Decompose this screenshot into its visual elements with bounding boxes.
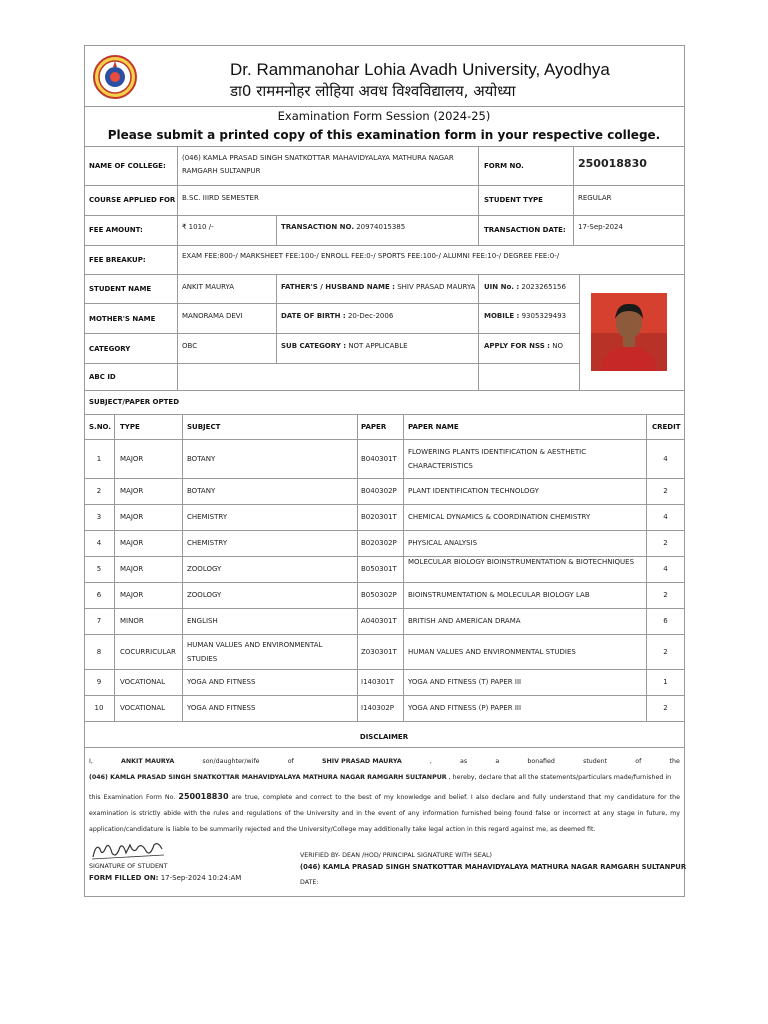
- student-signature-label: SIGNATURE OF STUDENT: [89, 863, 168, 870]
- transaction-no-label: TRANSACTION NO.: [281, 223, 354, 231]
- table-cell-type: VOCATIONAL: [120, 704, 166, 712]
- nss-value: NO: [552, 342, 563, 350]
- verified-label: VERIFIED BY- DEAN /HOD/ PRINCIPAL SIGNATURE WITH SEAL): [300, 852, 492, 859]
- course-label: COURSE APPLIED FOR: [89, 196, 176, 204]
- student-type-value: REGULAR: [578, 194, 612, 202]
- subjects-section-title: SUBJECT/PAPER OPTED: [89, 398, 180, 406]
- table-cell-paper-name: BRITISH AND AMERICAN DRAMA: [408, 617, 521, 625]
- print-instruction: Please submit a printed copy of this examination form in your respective college.: [107, 128, 661, 142]
- decl-of: of: [287, 758, 294, 765]
- divider: [84, 747, 685, 748]
- table-cell-credit: 2: [663, 704, 668, 712]
- decl-text-2a: this Examination Form No.: [89, 794, 176, 801]
- decl-of-2: of: [635, 758, 642, 765]
- table-cell-type: MAJOR: [120, 565, 144, 573]
- table-cell-type: MAJOR: [120, 487, 144, 495]
- table-cell-paper: B020301T: [361, 513, 397, 521]
- table-cell-paper-name: PHYSICAL ANALYSIS: [408, 539, 478, 547]
- table-cell-paper: I140302P: [361, 704, 395, 712]
- decl-as: as: [460, 758, 468, 765]
- verified-college: (046) KAMLA PRASAD SINGH SNATKOTTAR MAHAVIDYALAYA MATHURA NAGAR RAMGARH SULTANPUR: [300, 863, 687, 871]
- divider: [84, 414, 685, 415]
- disclaimer-title: DISCLAIMER: [359, 733, 409, 741]
- divider: [84, 530, 685, 531]
- fee-amount-value: ₹ 1010 /-: [182, 223, 214, 231]
- table-cell-paper-name: MOLECULAR BIOLOGY BIOINSTRUMENTATION & BIOTECHNIQUES: [408, 558, 635, 566]
- divider: [177, 146, 178, 390]
- table-cell-paper-name: FLOWERING PLANTS IDENTIFICATION & AESTHETIC CHARACTERISTICS: [408, 447, 587, 470]
- fee-breakup-value: EXAM FEE:800-/ MARKSHEET FEE:100-/ ENROLL FEE:0-/ SPORTS FEE:100-/ ALUMNI FEE:10-/ DEGREE FEE:0-/: [182, 252, 560, 260]
- decl-text-1: , hereby, declare that all the statements/particulars made/furnished in: [448, 774, 672, 781]
- college-label: NAME OF COLLEGE:: [89, 162, 166, 170]
- decl-the: the: [669, 758, 680, 765]
- abcid-label: ABC ID: [89, 373, 116, 381]
- session-title: Examination Form Session (2024-25): [277, 109, 491, 123]
- university-logo-icon: [93, 55, 137, 99]
- table-cell-credit: 2: [663, 539, 668, 547]
- fee-breakup-label: FEE BREAKUP:: [89, 256, 146, 264]
- university-name-hi: डा0 राममनोहर लोहिया अवध विश्वविद्यालय, अयोध्या: [230, 82, 516, 100]
- decl-student-name: ANKIT MAURYA: [121, 758, 175, 765]
- header-type: TYPE: [120, 423, 140, 431]
- divider: [276, 274, 277, 363]
- uin-value: 2023265156: [521, 283, 566, 291]
- subcategory-value: NOT APPLICABLE: [348, 342, 408, 350]
- verified-date-label: DATE:: [300, 879, 319, 886]
- table-cell-paper-name: YOGA AND FITNESS (T) PAPER III: [408, 678, 522, 686]
- disclaimer-line-1: [89, 757, 680, 767]
- table-cell-type: MINOR: [120, 617, 144, 625]
- dob-value: 20-Dec-2006: [347, 312, 394, 320]
- transaction-no-value: 20974015385: [356, 223, 406, 231]
- student-type-label: STUDENT TYPE: [484, 196, 543, 204]
- decl-relation: son/daughter/wife: [202, 758, 260, 765]
- disclaimer-body: [89, 789, 680, 838]
- table-cell-paper: B020302P: [361, 539, 397, 547]
- table-cell-sno: 8: [96, 647, 102, 656]
- table-cell-type: VOCATIONAL: [120, 678, 166, 686]
- table-cell-paper-name: PLANT IDENTIFICATION TECHNOLOGY: [408, 487, 539, 495]
- nss-label: APPLY FOR NSS :: [484, 342, 550, 350]
- divider: [276, 215, 277, 245]
- table-cell-sno: 5: [96, 565, 102, 573]
- table-cell-subject: ZOOLOGY: [187, 591, 222, 599]
- table-cell-subject: ENGLISH: [187, 617, 218, 625]
- category-label: CATEGORY: [89, 345, 131, 353]
- header-sno: S.NO.: [89, 423, 112, 431]
- divider: [84, 185, 685, 186]
- table-cell-paper: I140301T: [361, 678, 395, 686]
- father-label: FATHER'S / HUSBAND NAME :: [281, 283, 395, 291]
- table-cell-paper-name: HUMAN VALUES AND ENVIRONMENTAL STUDIES: [408, 647, 576, 656]
- mother-label: MOTHER'S NAME: [89, 315, 156, 323]
- mother-value: MANORAMA DEVI: [182, 312, 243, 320]
- divider: [84, 215, 685, 216]
- header-paper: PAPER: [361, 423, 387, 431]
- divider: [84, 439, 685, 440]
- divider: [84, 245, 685, 246]
- table-cell-type: MAJOR: [120, 454, 144, 463]
- table-cell-paper: B040301T: [361, 454, 397, 463]
- table-cell-type: COCURRICULAR: [120, 647, 176, 656]
- divider: [573, 146, 574, 245]
- divider: [114, 414, 115, 721]
- table-cell-credit: 1: [663, 678, 668, 686]
- transaction-date-value: 17-Sep-2024: [578, 223, 623, 231]
- table-cell-sno: 3: [96, 513, 102, 521]
- table-cell-sno: 2: [96, 487, 102, 495]
- divider: [84, 363, 579, 364]
- student-name-value: ANKIT MAURYA: [182, 283, 235, 291]
- college-value: (046) KAMLA PRASAD SINGH SNATKOTTAR MAHAVIDYALAYA MATHURA NAGAR RAMGARH SULTANPUR: [182, 154, 454, 175]
- table-cell-credit: 2: [663, 591, 668, 599]
- fee-amount-label: FEE AMOUNT:: [89, 226, 143, 234]
- table-cell-type: MAJOR: [120, 539, 144, 547]
- table-cell-paper: B040302P: [361, 487, 397, 495]
- student-signature-icon: [90, 839, 166, 863]
- form-filled-label: FORM FILLED ON:: [89, 874, 159, 882]
- mobile-label: MOBILE :: [484, 312, 520, 320]
- table-cell-subject: BOTANY: [187, 487, 216, 495]
- category-value: OBC: [182, 342, 198, 350]
- table-cell-paper: B050301T: [361, 565, 397, 573]
- header-credit: CREDIT: [652, 423, 681, 431]
- table-cell-subject: CHEMISTRY: [187, 513, 228, 521]
- table-cell-sno: 6: [96, 591, 102, 599]
- table-cell-subject: CHEMISTRY: [187, 539, 228, 547]
- divider: [84, 478, 685, 479]
- decl-college: (046) KAMLA PRASAD SINGH SNATKOTTAR MAHAVIDYALAYA MATHURA NAGAR RAMGARH SULTANPUR: [89, 774, 447, 781]
- decl-father-name: SHIV PRASAD MAURYA: [321, 758, 402, 765]
- mobile-value: 9305329493: [521, 312, 567, 320]
- divider: [84, 333, 579, 334]
- table-cell-credit: 4: [663, 513, 668, 521]
- divider: [84, 695, 685, 696]
- divider: [84, 669, 685, 670]
- table-cell-subject: HUMAN VALUES AND ENVIRONMENTAL STUDIES: [187, 640, 323, 663]
- uin-label: UIN No. :: [484, 283, 520, 291]
- table-cell-sno: 4: [96, 539, 102, 547]
- divider: [357, 414, 358, 721]
- table-cell-subject: YOGA AND FITNESS: [187, 678, 256, 686]
- dob-label: DATE OF BIRTH :: [281, 312, 346, 320]
- table-cell-credit: 4: [663, 565, 668, 573]
- table-cell-sno: 7: [96, 617, 102, 625]
- divider: [403, 414, 404, 721]
- decl-bonafied: bonafied: [527, 758, 555, 765]
- divider: [84, 146, 685, 147]
- student-name-label: STUDENT NAME: [89, 285, 152, 293]
- table-cell-credit: 4: [663, 454, 668, 463]
- divider: [84, 721, 685, 722]
- form-no-value: 250018830: [578, 157, 647, 170]
- form-filled-value: 17-Sep-2024 10:24:AM: [160, 874, 242, 882]
- header-paper-name: PAPER NAME: [408, 423, 459, 431]
- divider: [84, 303, 579, 304]
- table-cell-sno: 1: [96, 454, 102, 463]
- form-no-label: FORM NO.: [484, 162, 524, 170]
- divider: [478, 146, 479, 245]
- table-cell-credit: 2: [663, 487, 668, 495]
- divider: [182, 414, 183, 721]
- table-cell-paper-name: BIOINSTRUMENTATION & MOLECULAR BIOLOGY LAB: [408, 591, 590, 599]
- decl-form-no: 250018830: [178, 792, 229, 801]
- table-cell-paper-name: YOGA AND FITNESS (P) PAPER III: [408, 704, 522, 712]
- table-cell-type: MAJOR: [120, 513, 144, 521]
- divider: [84, 390, 685, 391]
- decl-comma: ,: [429, 758, 432, 765]
- divider: [84, 274, 685, 275]
- table-cell-sno: 9: [96, 678, 102, 686]
- table-cell-paper-name: CHEMICAL DYNAMICS & COORDINATION CHEMISTRY: [408, 513, 591, 521]
- table-cell-subject: YOGA AND FITNESS: [187, 704, 256, 712]
- table-cell-sno: 10: [94, 704, 104, 712]
- decl-i: I,: [89, 758, 93, 765]
- header-subject: SUBJECT: [187, 423, 221, 431]
- table-cell-paper: Z030301T: [361, 647, 397, 656]
- divider: [478, 274, 479, 390]
- disclaimer-line-2: [89, 773, 680, 783]
- table-cell-type: MAJOR: [120, 591, 144, 599]
- decl-a: a: [495, 758, 500, 765]
- course-value: B.SC. IIIRD SEMESTER: [182, 194, 259, 202]
- divider: [84, 582, 685, 583]
- table-cell-paper: A040301T: [361, 617, 397, 625]
- divider: [84, 608, 685, 609]
- divider: [84, 504, 685, 505]
- father-value: SHIV PRASAD MAURYA: [397, 283, 476, 291]
- decl-text-2b: are true, complete and correct to the best of my knowledge and belief. I also declare and fully understand that my candidature for the examination is strictly abide with the rules and regulations of the University and in the event of any information furnished being found false or incorrect at any stage in future, my application/candidature is liable to be summarily rejected and the University/College may additionally take legal action in this regard against me, as deemed fit.: [89, 794, 680, 833]
- divider: [84, 634, 685, 635]
- subcategory-label: SUB CATEGORY :: [281, 342, 347, 350]
- divider: [579, 274, 580, 390]
- table-cell-credit: 2: [663, 647, 668, 656]
- student-photo: [591, 293, 667, 371]
- table-cell-credit: 6: [663, 617, 668, 625]
- table-cell-subject: ZOOLOGY: [187, 565, 222, 573]
- transaction-date-label: TRANSACTION DATE:: [484, 226, 566, 234]
- decl-student: student: [583, 758, 608, 765]
- student-photo-icon: [591, 293, 667, 371]
- table-cell-subject: BOTANY: [187, 454, 216, 463]
- university-name-en: Dr. Rammanohar Lohia Avadh University, Ayodhya: [230, 60, 610, 79]
- table-cell-paper: B050302P: [361, 591, 397, 599]
- divider: [84, 106, 685, 107]
